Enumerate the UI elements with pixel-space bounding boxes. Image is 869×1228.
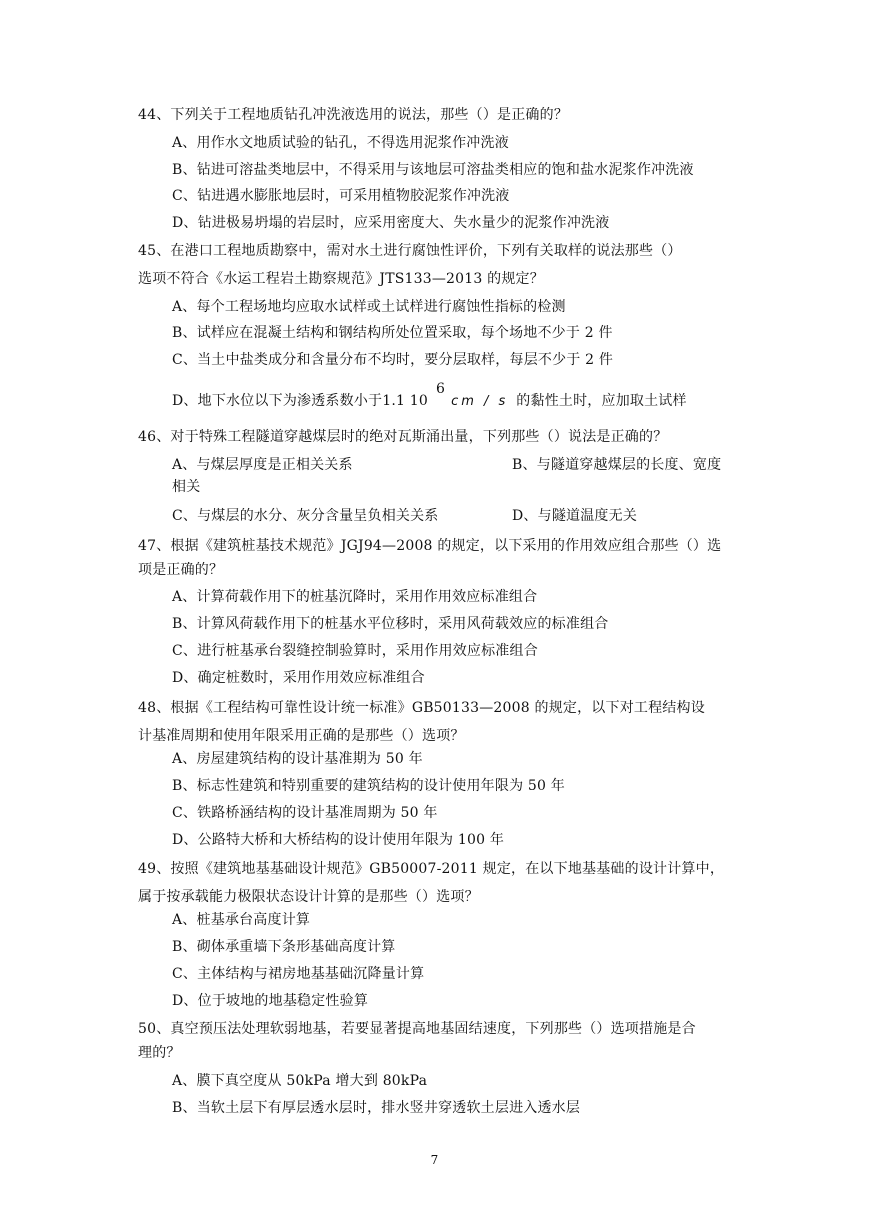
question-50-option-a: A、膜下真空度从 50kPa 增大到 80kPa <box>172 1073 428 1089</box>
question-45-option-a: A、每个工程场地均应取水试样或土试样进行腐蚀性指标的检测 <box>172 299 566 315</box>
question-47-option-a: A、计算荷载作用下的桩基沉降时，采用作用效应标准组合 <box>172 589 538 605</box>
question-45-text-line2: 选项不符合《水运工程岩土勘察规范》JTS133—2013 的规定？ <box>138 271 544 287</box>
question-48-option-a: A、房屋建筑结构的设计基准期为 50 年 <box>172 751 423 767</box>
question-47-option-b: B、计算风荷载作用下的桩基水平位移时，采用风荷载效应的标准组合 <box>172 616 609 632</box>
question-44-option-d: D、钻进极易坍塌的岩层时，应采用密度大、失水量少的泥浆作冲洗液 <box>172 215 610 231</box>
question-44-option-a: A、用作水文地质试验的钻孔，不得选用泥浆作冲洗液 <box>172 135 509 151</box>
question-48-option-c: C、铁路桥涵结构的设计基准周期为 50 年 <box>172 805 438 821</box>
question-46-option-b-continued: 相关 <box>172 479 201 495</box>
question-46-option-c: C、与煤层的水分、灰分含量呈负相关关系 <box>172 508 439 524</box>
question-49-option-a: A、桩基承台高度计算 <box>172 912 311 928</box>
question-44-option-b: B、钻进可溶盐类地层中，不得采用与该地层可溶盐类相应的饱和盐水泥浆作冲洗液 <box>172 162 694 178</box>
question-47-text-line2: 项是正确的？ <box>138 562 224 578</box>
question-49-option-d: D、位于坡地的地基稳定性验算 <box>172 993 369 1009</box>
page-number: 7 <box>430 1153 439 1167</box>
question-47-text-line1: 47、根据《建筑桩基技术规范》JGJ94—2008 的规定，以下采用的作用效应组合那些（）选 <box>138 538 722 554</box>
question-49-option-c: C、主体结构与裙房地基基础沉降量计算 <box>172 966 425 982</box>
question-44-option-c: C、钻进遇水膨胀地层时，可采用植物胶泥浆作冲洗液 <box>172 188 510 204</box>
question-50-text-line1: 50、真空预压法处理软弱地基，若要显著提高地基固结速度，下列那些（）选项措施是合 <box>138 1021 696 1037</box>
question-50-option-b: B、当软土层下有厚层透水层时，排水竖井穿透软土层进入透水层 <box>172 1100 581 1116</box>
question-45-option-c: C、当土中盐类成分和含量分布不均时，要分层取样，每层不少于 2 件 <box>172 352 614 368</box>
option-d-unit: cm / s <box>451 394 509 409</box>
option-d-exponent: 6 <box>435 381 446 397</box>
question-49-text-line2: 属于按承载能力极限状态设计计算的是那些（）选项？ <box>138 889 479 905</box>
question-48-text-line1: 48、根据《工程结构可靠性设计统一标准》GB50133—2008 的规定，以下对工程结构设 <box>138 700 705 716</box>
question-49-text-line1: 49、按照《建筑地基基础设计规范》GB50007-2011 规定，在以下地基基础的设计计算中， <box>138 861 725 877</box>
question-44-text: 44、下列关于工程地质钻孔冲洗液选用的说法，那些（）是正确的？ <box>138 107 569 123</box>
question-47-option-c: C、进行桩基承台裂缝控制验算时，采用作用效应标准组合 <box>172 643 538 659</box>
option-d-suffix: 的黏性土时，应加取土试样 <box>516 393 687 409</box>
question-45-option-d <box>172 381 687 411</box>
question-50-text-line2: 理的？ <box>138 1045 181 1061</box>
question-46-option-d: D、与隧道温度无关 <box>512 508 638 524</box>
question-46-text: 46、对于特殊工程隧道穿越煤层时的绝对瓦斯涌出量，下列那些（）说法是正确的？ <box>138 429 668 445</box>
question-48-text-line2: 计基准周期和使用年限采用正确的是那些（）选项？ <box>138 728 465 744</box>
question-45-text-line1: 45、在港口工程地质勘察中，需对水土进行腐蚀性评价，下列有关取样的说法那些（） <box>138 243 682 259</box>
question-48-option-b: B、标志性建筑和特别重要的建筑结构的设计使用年限为 50 年 <box>172 778 566 794</box>
question-45-option-b: B、试样应在混凝土结构和钢结构所处位置采取，每个场地不少于 2 件 <box>172 325 613 341</box>
permeability-formula <box>172 381 687 411</box>
question-47-option-d: D、确定桩数时，采用作用效应标准组合 <box>172 670 425 686</box>
question-46-option-b: B、与隧道穿越煤层的长度、宽度 <box>512 457 722 473</box>
question-46-option-a: A、与煤层厚度是正相关关系 <box>172 457 353 473</box>
question-49-option-b: B、砌体承重墙下条形基础高度计算 <box>172 939 396 955</box>
question-48-option-d: D、公路特大桥和大桥结构的设计使用年限为 100 年 <box>172 832 505 848</box>
option-d-prefix: D、地下水位以下为渗透系数小于1.1 10 <box>172 393 428 409</box>
